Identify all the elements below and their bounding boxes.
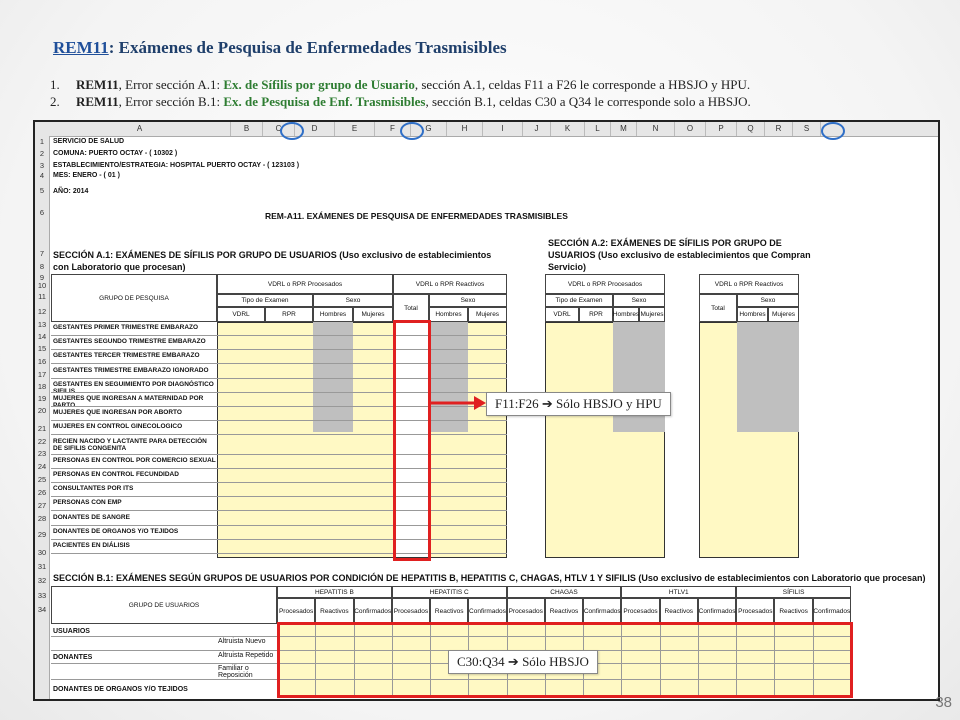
b1-sub-header: Procesados — [621, 598, 659, 624]
a1-row-label: MUJERES QUE INGRESAN A MATERNIDAD POR PARTO — [53, 395, 204, 409]
row-header[interactable]: 15 — [37, 344, 47, 353]
a1-row-label: MUJERES EN CONTROL GINECOLOGICO — [53, 423, 183, 431]
a2-hombres-header: Hombres — [613, 307, 639, 322]
callout-f11: F11:F26 ➔ Sólo HBSJO y HPU — [486, 392, 671, 416]
a1-row-label: PACIENTES EN DIÁLISIS — [53, 542, 130, 549]
vdrl-reactivos-header: VDRL o RPR Reactivos — [393, 274, 507, 294]
row-header[interactable]: 17 — [37, 370, 47, 379]
b1-group-header: CHAGAS — [507, 586, 622, 598]
a2-total-header: Total — [699, 294, 737, 322]
b1-sub-header: Confirmados — [583, 598, 621, 624]
total-header: Total — [393, 294, 429, 322]
column-header[interactable]: S — [793, 122, 821, 136]
a1-row-label: PERSONAS EN CONTROL POR COMERCIO SEXUAL — [53, 456, 216, 464]
note-strong: REM11 — [76, 77, 119, 92]
row-header[interactable]: 19 — [37, 394, 47, 403]
a1-row-label: GESTANTES TRIMESTRE EMBARAZO IGNORADO — [53, 366, 209, 374]
b1-sub-header: Confirmados — [813, 598, 851, 624]
mujeres-header: Mujeres — [468, 307, 507, 322]
b1-sub-label: Familiar o Reposición — [218, 665, 253, 679]
row-header[interactable]: 27 — [37, 501, 47, 510]
note-strong: REM11 — [76, 94, 119, 109]
a2-vdrl-header: VDRL — [545, 307, 579, 322]
b1-sub-header: Confirmados — [354, 598, 392, 624]
b1-sub-header: Procesados — [392, 598, 430, 624]
row-header[interactable]: 24 — [37, 462, 47, 471]
callout-c30: C30:Q34 ➔ Sólo HBSJO — [448, 650, 598, 674]
note-highlight: Ex. de Pesquisa de Enf. Trasmisibles — [223, 94, 426, 109]
column-header[interactable]: D — [295, 122, 335, 136]
b1-sub-header: Reactivos — [774, 598, 812, 624]
column-header[interactable]: G — [411, 122, 447, 136]
section-a2-title: Servicio) — [548, 262, 587, 272]
a1-row-label: RECIEN NACIDO Y LACTANTE PARA DETECCIÓN DE SIFILIS CONGENITA — [53, 437, 207, 452]
column-header[interactable]: Q — [737, 122, 765, 136]
column-header[interactable]: F — [375, 122, 411, 136]
row-header[interactable]: 31 — [37, 562, 47, 571]
b1-sub-header: Reactivos — [315, 598, 353, 624]
a1-row-label: GESTANTES SEGUNDO TRIMESTRE EMBARAZO — [53, 338, 206, 346]
row-header[interactable]: 30 — [37, 548, 47, 557]
b1-sub-label: Altruista Repetido — [218, 652, 274, 659]
note-pre: , Error sección A.1: — [118, 77, 224, 92]
row-header[interactable]: 21 — [37, 424, 47, 433]
row-header[interactable]: 2 — [39, 149, 45, 158]
b1-row-label: USUARIOS — [53, 628, 90, 635]
grupo-usuarios-header: GRUPO DE USUARIOS — [51, 586, 277, 624]
tipo-examen-header: Tipo de Examen — [217, 294, 313, 307]
row-header[interactable]: 10 — [37, 281, 47, 290]
a1-row-label: GESTANTES PRIMER TRIMESTRE EMBARAZO — [53, 324, 199, 331]
row-header[interactable]: 29 — [37, 530, 47, 539]
a1-row-label: GESTANTES TERCER TRIMESTRE EMBARAZO — [53, 352, 200, 360]
row-header[interactable]: 16 — [37, 357, 47, 366]
column-header[interactable]: C — [263, 122, 295, 136]
mujeres-header: Mujeres — [353, 307, 393, 322]
column-header[interactable]: B — [231, 122, 263, 136]
title-rest: : Exámenes de Pesquisa de Enfermedades Trasmisibles — [108, 38, 507, 57]
a1-row-label: PERSONAS EN CONTROL FECUNDIDAD — [53, 471, 179, 478]
row-header[interactable]: 3 — [39, 161, 45, 170]
header-line: COMUNA: PUERTO OCTAY - ( 10302 ) — [53, 150, 178, 157]
note-number: 1. — [50, 77, 60, 92]
row-header[interactable]: 13 — [37, 320, 47, 329]
row-header[interactable]: 6 — [39, 208, 45, 217]
row-header[interactable]: 23 — [37, 449, 47, 458]
b1-sub-header: Confirmados — [698, 598, 736, 624]
grupo-pesquisa-header: GRUPO DE PESQUISA — [51, 274, 217, 322]
row-header[interactable]: 4 — [39, 171, 45, 180]
vdrl-header: VDRL — [217, 307, 265, 322]
b1-group-header: SÍFILIS — [736, 586, 851, 598]
note-post: , sección A.1, celdas F11 a F26 le corresponde a HBSJO y HPU. — [414, 77, 751, 92]
b1-sub-label: Altruista Nuevo — [218, 638, 266, 645]
row-header[interactable]: 12 — [37, 307, 47, 316]
arrow-icon — [474, 396, 486, 410]
column-header[interactable]: R — [765, 122, 793, 136]
a2-mujeres-header: Mujeres — [768, 307, 799, 322]
a2-sexo-header: Sexo — [737, 294, 799, 307]
column-header[interactable]: I — [483, 122, 523, 136]
a2-rpr-header: RPR — [579, 307, 613, 322]
column-header[interactable]: M — [611, 122, 637, 136]
section-a1-title: con Laboratorio que procesan) — [53, 262, 186, 272]
a1-row-label: DONANTES DE ORGANOS Y/O TEJIDOS — [53, 527, 179, 535]
section-a1-title: SECCIÓN A.1: EXÁMENES DE SÍFILIS POR GRUPO DE USUARIOS (Uso exclusivo de establecimientos — [53, 250, 492, 260]
column-header[interactable]: A — [49, 122, 231, 136]
note-highlight: Ex. de Sífilis por grupo de Usuario — [223, 77, 415, 92]
section-a2-title: SECCIÓN A.2: EXÁMENES DE SÍFILIS POR GRUPO DE — [548, 238, 782, 248]
column-header[interactable]: K — [551, 122, 585, 136]
note-number: 2. — [50, 94, 60, 109]
row-header[interactable]: 5 — [39, 186, 45, 195]
row-header[interactable]: 25 — [37, 475, 47, 484]
vdrl-procesados-header: VDRL o RPR Procesados — [217, 274, 393, 294]
row-header[interactable]: 8 — [39, 262, 45, 271]
b1-sub-header: Reactivos — [545, 598, 583, 624]
row-header[interactable]: 18 — [37, 382, 47, 391]
row-header[interactable]: 9 — [39, 273, 45, 282]
row-header[interactable]: 11 — [38, 292, 46, 301]
row-header[interactable]: 22 — [37, 437, 47, 446]
b1-sub-header: Confirmados — [468, 598, 506, 624]
b1-sub-header: Procesados — [736, 598, 774, 624]
note-pre: , Error sección B.1: — [118, 94, 224, 109]
column-header[interactable]: O — [675, 122, 706, 136]
b1-group-header: HEPATITIS B — [277, 586, 392, 598]
row-header[interactable]: 26 — [37, 488, 47, 497]
header-line: MES: ENERO - ( 01 ) — [53, 172, 120, 179]
row-header[interactable]: 20 — [37, 406, 47, 415]
column-header[interactable]: E — [335, 122, 375, 136]
b1-group-header: HEPATITIS C — [392, 586, 507, 598]
row-header[interactable]: 32 — [37, 576, 47, 585]
hombres-header: Hombres — [313, 307, 353, 322]
b1-group-header: HTLV1 — [621, 586, 736, 598]
a2-vdrl-reactivos-header: VDRL o RPR Reactivos — [699, 274, 799, 294]
b1-sub-header: Reactivos — [430, 598, 468, 624]
b1-sub-header: Procesados — [277, 598, 315, 624]
column-header[interactable]: J — [523, 122, 551, 136]
a2-vdrl-procesados-header: VDRL o RPR Procesados — [545, 274, 665, 294]
a2-sexo-header: Sexo — [613, 294, 665, 307]
column-header[interactable]: N — [637, 122, 675, 136]
sexo-header: Sexo — [313, 294, 393, 307]
b1-row-label: DONANTES — [53, 654, 93, 661]
a2-tipo-examen-header: Tipo de Examen — [545, 294, 613, 307]
row-header[interactable]: 34 — [37, 605, 47, 614]
a1-row-label: GESTANTES EN SEGUIMIENTO POR DIAGNÓSTICO SIFILIS — [53, 380, 214, 395]
sexo-header: Sexo — [429, 294, 507, 307]
column-header[interactable]: P — [706, 122, 737, 136]
note-post: , sección B.1, celdas C30 a Q34 le corresponde solo a HBSJO. — [425, 94, 751, 109]
header-line: SERVICIO DE SALUD — [53, 138, 125, 145]
hombres-header: Hombres — [429, 307, 468, 322]
a2-mujeres-header: Mujeres — [639, 307, 665, 322]
main-title: REM-A11. EXÁMENES DE PESQUISA DE ENFERMEDADES TRASMISIBLES — [265, 211, 568, 221]
row-header[interactable]: 33 — [37, 591, 47, 600]
row-header[interactable]: 14 — [37, 332, 47, 341]
b1-row-label: DONANTES DE ORGANOS Y/O TEJIDOS — [53, 686, 188, 693]
title-link[interactable]: REM11 — [53, 38, 109, 57]
page-number: 38 — [935, 694, 952, 711]
row-header[interactable]: 28 — [37, 514, 47, 523]
row-header[interactable]: 7 — [39, 249, 45, 258]
rpr-header: RPR — [265, 307, 313, 322]
a1-row-label: MUJERES QUE INGRESAN POR ABORTO — [53, 409, 182, 417]
a2-hombres-header: Hombres — [737, 307, 768, 322]
b1-sub-header: Reactivos — [660, 598, 698, 624]
column-header[interactable]: H — [447, 122, 483, 136]
b1-sub-header: Procesados — [507, 598, 545, 624]
section-b1-title: SECCIÓN B.1: EXÁMENES SEGÚN GRUPOS DE USUARIOS POR CONDICIÓN DE HEPATITIS B, HEPATITIS C, CHAGAS, HTLV 1 Y SIFILIS (Uso exclusivo de establecimientos con Laboratorio que procesan) — [53, 573, 926, 583]
a1-row-label: PERSONAS CON EMP — [53, 499, 122, 507]
header-line: AÑO: 2014 — [53, 188, 89, 195]
a1-row-label: CONSULTANTES POR ITS — [53, 485, 134, 493]
a1-row-label: DONANTES DE SANGRE — [53, 513, 130, 521]
column-header[interactable]: L — [585, 122, 611, 136]
header-line: ESTABLECIMIENTO/ESTRATEGIA: HOSPITAL PUERTO OCTAY - ( 123103 ) — [53, 162, 300, 169]
row-header[interactable]: 1 — [39, 137, 45, 146]
section-a2-title: USUARIOS (Uso exclusivo de establecimientos que Compran — [548, 250, 811, 260]
